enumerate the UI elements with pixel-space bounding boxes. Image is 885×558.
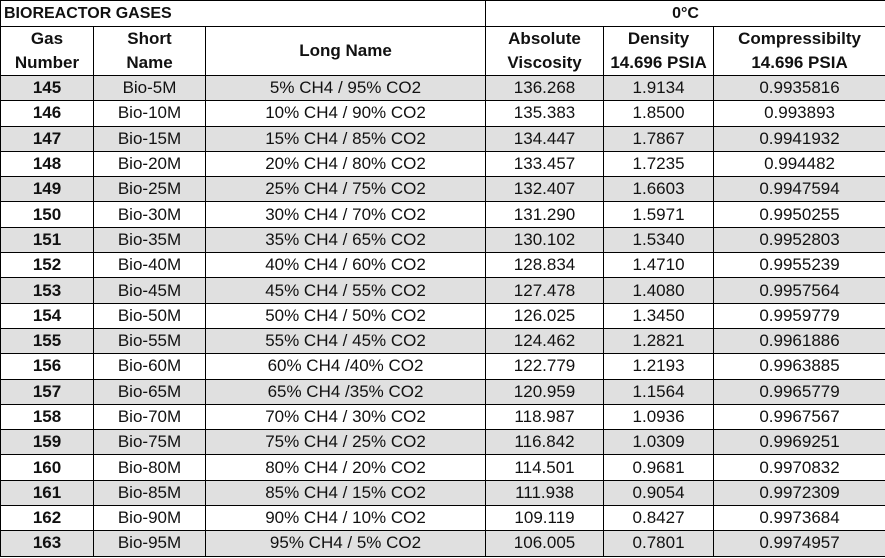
long-name-cell: 90% CH4 / 10% CO2 xyxy=(206,506,486,531)
table-row xyxy=(1,76,885,101)
short-name-cell: Bio-60M xyxy=(94,354,206,379)
compressibility-cell: 0.9970832 xyxy=(714,455,885,480)
compressibility-cell: 0.9935816 xyxy=(714,76,885,101)
gas-number-cell: 158 xyxy=(1,404,94,429)
absolute-viscosity-cell: 111.938 xyxy=(486,480,604,505)
density-cell: 0.7801 xyxy=(604,531,714,556)
compressibility-cell: 0.994482 xyxy=(714,151,885,176)
long-name-cell: 10% CH4 / 90% CO2 xyxy=(206,101,486,126)
table-row xyxy=(1,303,885,328)
long-name-cell: 15% CH4 / 85% CO2 xyxy=(206,126,486,151)
long-name-cell: 70% CH4 / 30% CO2 xyxy=(206,404,486,429)
long-name-cell: 60% CH4 /40% CO2 xyxy=(206,354,486,379)
table-body xyxy=(1,76,885,557)
compressibility-cell: 0.9952803 xyxy=(714,227,885,252)
compressibility-cell: 0.9969251 xyxy=(714,430,885,455)
gas-number-cell: 154 xyxy=(1,303,94,328)
gas-number-cell: 152 xyxy=(1,253,94,278)
absolute-viscosity-cell: 135.383 xyxy=(486,101,604,126)
density-cell: 0.9681 xyxy=(604,455,714,480)
absolute-viscosity-cell: 114.501 xyxy=(486,455,604,480)
short-name-cell: Bio-40M xyxy=(94,253,206,278)
density-cell: 1.4710 xyxy=(604,253,714,278)
table-row xyxy=(1,101,885,126)
short-name-cell: Bio-30M xyxy=(94,202,206,227)
table-row xyxy=(1,202,885,227)
gas-number-cell: 155 xyxy=(1,328,94,353)
table-title: BIOREACTOR GASES xyxy=(1,1,486,27)
density-cell: 1.9134 xyxy=(604,76,714,101)
gas-number-cell: 156 xyxy=(1,354,94,379)
compressibility-cell: 0.9963885 xyxy=(714,354,885,379)
long-name-cell: 50% CH4 / 50% CO2 xyxy=(206,303,486,328)
compressibility-cell: 0.9941932 xyxy=(714,126,885,151)
short-name-cell: Bio-70M xyxy=(94,404,206,429)
header-density: Density 14.696 PSIA xyxy=(604,27,714,76)
short-name-cell: Bio-20M xyxy=(94,151,206,176)
density-cell: 1.0936 xyxy=(604,404,714,429)
gas-number-cell: 148 xyxy=(1,151,94,176)
table-row xyxy=(1,278,885,303)
header-long-name: Long Name xyxy=(206,27,486,76)
short-name-cell: Bio-5M xyxy=(94,76,206,101)
header-compressibility: Compressibilty 14.696 PSIA xyxy=(714,27,885,76)
table-row xyxy=(1,455,885,480)
gas-number-cell: 145 xyxy=(1,76,94,101)
absolute-viscosity-cell: 106.005 xyxy=(486,531,604,556)
compressibility-cell: 0.9947594 xyxy=(714,177,885,202)
density-cell: 1.8500 xyxy=(604,101,714,126)
gas-number-cell: 162 xyxy=(1,506,94,531)
compressibility-cell: 0.9974957 xyxy=(714,531,885,556)
short-name-cell: Bio-35M xyxy=(94,227,206,252)
header-gas-number: Gas Number xyxy=(1,27,94,76)
absolute-viscosity-cell: 127.478 xyxy=(486,278,604,303)
long-name-cell: 35% CH4 / 65% CO2 xyxy=(206,227,486,252)
table-row xyxy=(1,506,885,531)
long-name-cell: 65% CH4 /35% CO2 xyxy=(206,379,486,404)
table-row xyxy=(1,480,885,505)
compressibility-cell: 0.9967567 xyxy=(714,404,885,429)
gas-number-cell: 163 xyxy=(1,531,94,556)
gas-number-cell: 149 xyxy=(1,177,94,202)
density-cell: 1.5340 xyxy=(604,227,714,252)
compressibility-cell: 0.9972309 xyxy=(714,480,885,505)
gas-number-cell: 150 xyxy=(1,202,94,227)
short-name-cell: Bio-90M xyxy=(94,506,206,531)
table-row xyxy=(1,253,885,278)
long-name-cell: 85% CH4 / 15% CO2 xyxy=(206,480,486,505)
long-name-cell: 30% CH4 / 70% CO2 xyxy=(206,202,486,227)
gas-number-cell: 159 xyxy=(1,430,94,455)
absolute-viscosity-cell: 116.842 xyxy=(486,430,604,455)
header-short-name: Short Name xyxy=(94,27,206,76)
table-row xyxy=(1,404,885,429)
density-cell: 1.1564 xyxy=(604,379,714,404)
density-cell: 1.7235 xyxy=(604,151,714,176)
table-row xyxy=(1,328,885,353)
long-name-cell: 5% CH4 / 95% CO2 xyxy=(206,76,486,101)
absolute-viscosity-cell: 128.834 xyxy=(486,253,604,278)
long-name-cell: 25% CH4 / 75% CO2 xyxy=(206,177,486,202)
short-name-cell: Bio-25M xyxy=(94,177,206,202)
density-cell: 1.3450 xyxy=(604,303,714,328)
density-cell: 0.8427 xyxy=(604,506,714,531)
compressibility-cell: 0.9965779 xyxy=(714,379,885,404)
gas-number-cell: 146 xyxy=(1,101,94,126)
absolute-viscosity-cell: 130.102 xyxy=(486,227,604,252)
density-cell: 1.4080 xyxy=(604,278,714,303)
absolute-viscosity-cell: 133.457 xyxy=(486,151,604,176)
absolute-viscosity-cell: 122.779 xyxy=(486,354,604,379)
absolute-viscosity-cell: 131.290 xyxy=(486,202,604,227)
title-row xyxy=(1,1,885,27)
short-name-cell: Bio-75M xyxy=(94,430,206,455)
compressibility-cell: 0.9961886 xyxy=(714,328,885,353)
short-name-cell: Bio-95M xyxy=(94,531,206,556)
table-row xyxy=(1,126,885,151)
density-cell: 1.7867 xyxy=(604,126,714,151)
compressibility-cell: 0.9959779 xyxy=(714,303,885,328)
long-name-cell: 95% CH4 / 5% CO2 xyxy=(206,531,486,556)
long-name-cell: 40% CH4 / 60% CO2 xyxy=(206,253,486,278)
absolute-viscosity-cell: 124.462 xyxy=(486,328,604,353)
compressibility-cell: 0.9957564 xyxy=(714,278,885,303)
compressibility-cell: 0.9955239 xyxy=(714,253,885,278)
short-name-cell: Bio-80M xyxy=(94,455,206,480)
long-name-cell: 80% CH4 / 20% CO2 xyxy=(206,455,486,480)
absolute-viscosity-cell: 120.959 xyxy=(486,379,604,404)
density-cell: 1.6603 xyxy=(604,177,714,202)
gas-number-cell: 157 xyxy=(1,379,94,404)
table-row xyxy=(1,430,885,455)
table-row xyxy=(1,151,885,176)
density-cell: 1.0309 xyxy=(604,430,714,455)
short-name-cell: Bio-85M xyxy=(94,480,206,505)
table-row xyxy=(1,177,885,202)
absolute-viscosity-cell: 136.268 xyxy=(486,76,604,101)
short-name-cell: Bio-45M xyxy=(94,278,206,303)
density-cell: 1.2193 xyxy=(604,354,714,379)
absolute-viscosity-cell: 109.119 xyxy=(486,506,604,531)
temperature-condition: 0°C xyxy=(486,1,885,27)
gas-number-cell: 161 xyxy=(1,480,94,505)
long-name-cell: 20% CH4 / 80% CO2 xyxy=(206,151,486,176)
absolute-viscosity-cell: 132.407 xyxy=(486,177,604,202)
density-cell: 1.2821 xyxy=(604,328,714,353)
table-row xyxy=(1,227,885,252)
short-name-cell: Bio-10M xyxy=(94,101,206,126)
compressibility-cell: 0.9973684 xyxy=(714,506,885,531)
compressibility-cell: 0.9950255 xyxy=(714,202,885,227)
short-name-cell: Bio-15M xyxy=(94,126,206,151)
gas-number-cell: 151 xyxy=(1,227,94,252)
density-cell: 0.9054 xyxy=(604,480,714,505)
gas-number-cell: 153 xyxy=(1,278,94,303)
long-name-cell: 45% CH4 / 55% CO2 xyxy=(206,278,486,303)
long-name-cell: 75% CH4 / 25% CO2 xyxy=(206,430,486,455)
long-name-cell: 55% CH4 / 45% CO2 xyxy=(206,328,486,353)
compressibility-cell: 0.993893 xyxy=(714,101,885,126)
short-name-cell: Bio-65M xyxy=(94,379,206,404)
absolute-viscosity-cell: 126.025 xyxy=(486,303,604,328)
column-header-row xyxy=(1,27,885,76)
table-row xyxy=(1,354,885,379)
short-name-cell: Bio-50M xyxy=(94,303,206,328)
table-row xyxy=(1,531,885,556)
gas-number-cell: 160 xyxy=(1,455,94,480)
absolute-viscosity-cell: 134.447 xyxy=(486,126,604,151)
header-absolute-viscosity: Absolute Viscosity xyxy=(486,27,604,76)
density-cell: 1.5971 xyxy=(604,202,714,227)
absolute-viscosity-cell: 118.987 xyxy=(486,404,604,429)
table-row xyxy=(1,379,885,404)
gas-number-cell: 147 xyxy=(1,126,94,151)
short-name-cell: Bio-55M xyxy=(94,328,206,353)
